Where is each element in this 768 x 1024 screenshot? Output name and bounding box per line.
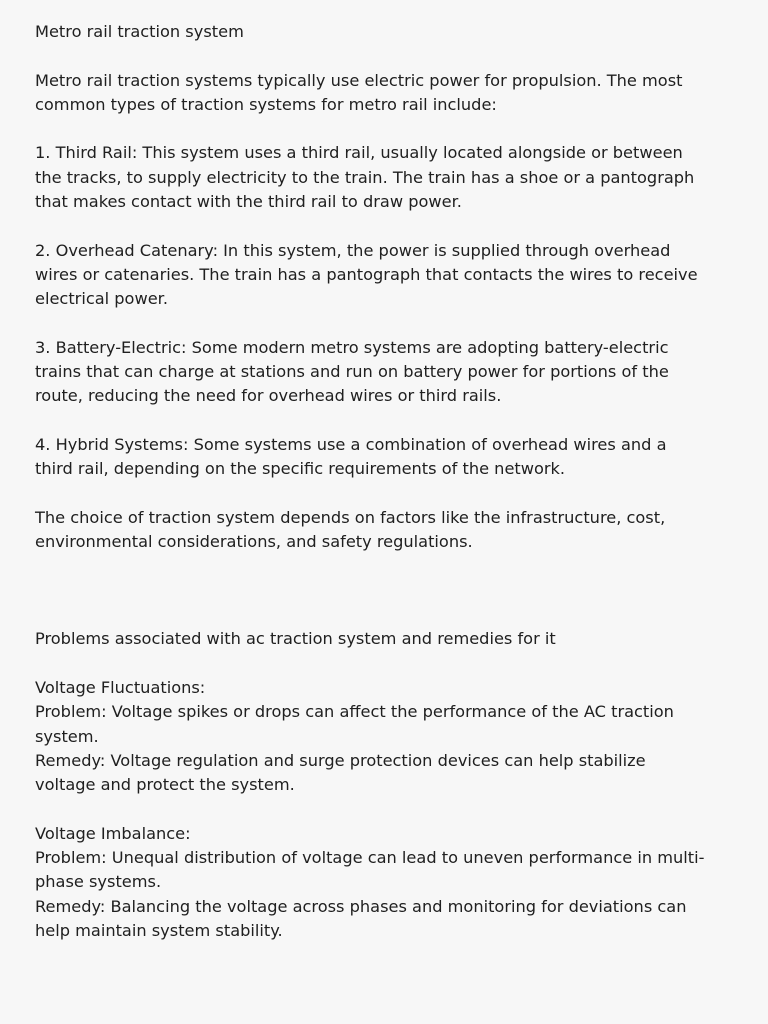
list-item-battery-electric: 3. Battery-Electric: Some modern metro systems are adopting battery-electric trains that can charge at stations and run on battery power for portions of the route, reducing the need for overhead wires or third rails. — [35, 337, 669, 406]
voltage-fluctuations-problem: Problem: Voltage spikes or drops can affect the performance of the AC traction system. — [35, 702, 674, 746]
conclusion-paragraph: The choice of traction system depends on factors like the infrastructure, cost, environmental considerations, and safety regulations. — [35, 507, 666, 552]
voltage-imbalance-heading: Voltage Imbalance: — [35, 823, 191, 843]
voltage-imbalance-problem: Problem: Unequal distribution of voltage can lead to uneven performance in multi- phase systems. — [35, 848, 705, 892]
voltage-fluctuations-heading: Voltage Fluctuations: — [35, 678, 206, 698]
intro-paragraph: Metro rail traction systems typically use electric power for propulsion. The most common types of traction systems for metro rail include: — [35, 70, 683, 114]
document-title: Metro rail traction system — [35, 22, 244, 41]
list-item-overhead-catenary: 2. Overhead Catenary: In this system, the power is supplied through overhead wires or catenaries. The train has a pantograph that contacts the wires to receive electrical power. — [35, 240, 698, 309]
list-item-third-rail: 1. Third Rail: This system uses a third rail, usually located alongside or between the tracks, to supply electricity to the train. The train has a shoe or a pantograph that makes contact with the third rail to draw power. — [35, 143, 695, 212]
document-page — [35, 20, 740, 943]
list-item-hybrid-systems: 4. Hybrid Systems: Some systems use a combination of overhead wires and a third rail, depending on the specific requirements of the network. — [35, 435, 667, 479]
voltage-imbalance-remedy: Remedy: Balancing the voltage across phases and monitoring for deviations can help maintain system stability. — [35, 896, 687, 940]
section-heading: Problems associated with ac traction system and remedies for it — [35, 629, 556, 649]
voltage-fluctuations-remedy: Remedy: Voltage regulation and surge protection devices can help stabilize voltage and protect the system. — [35, 750, 646, 795]
